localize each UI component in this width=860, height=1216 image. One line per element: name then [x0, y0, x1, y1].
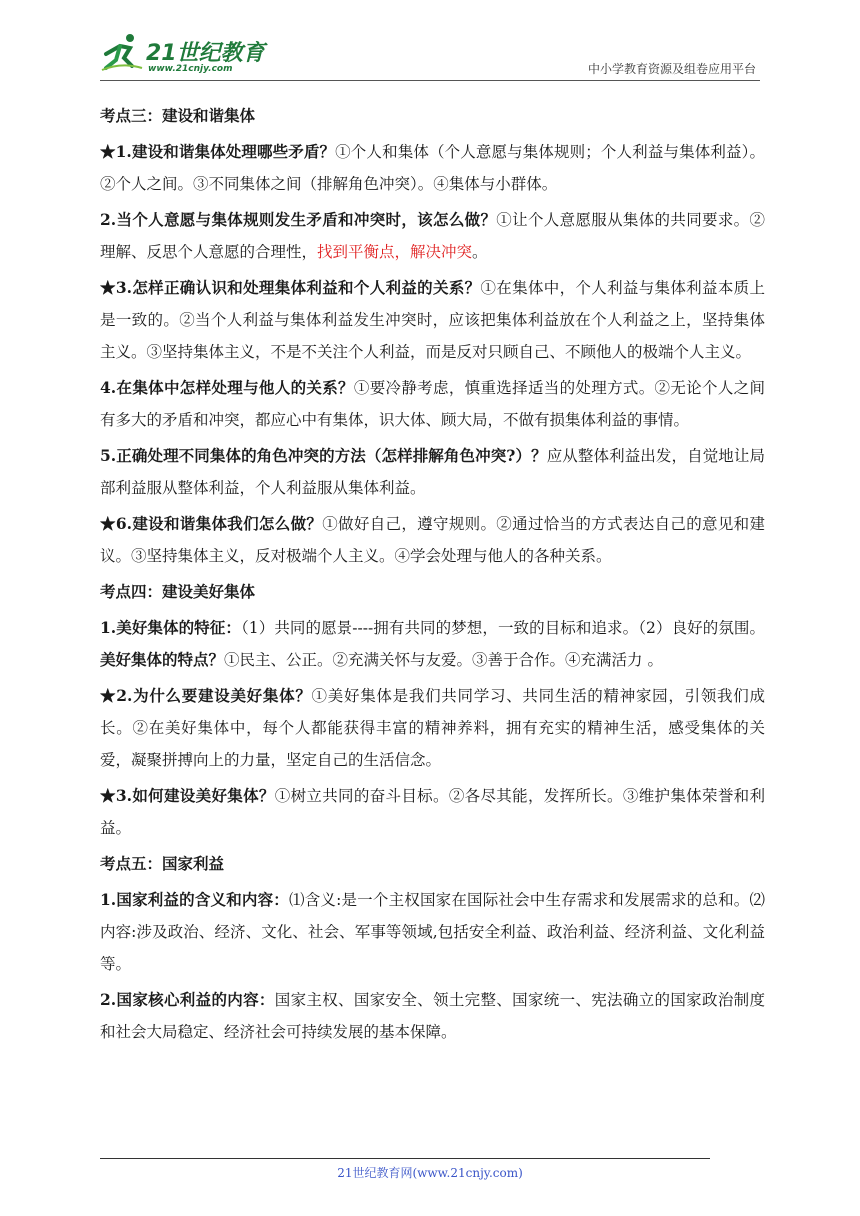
- answer-end: 。: [472, 243, 488, 261]
- answer: ①做好自己，遵守规则。②通过恰当的方式表达自己的意见和建议。③坚持集体主义，反对极端个人主义。④学会处理与他人的各种关系。: [100, 515, 765, 565]
- paragraph: [100, 884, 765, 980]
- question: 2.当个人意愿与集体规则发生矛盾和冲突时，该怎么做？: [100, 210, 497, 229]
- question: 1.国家利益的含义和内容：: [100, 890, 289, 909]
- answer: 国家主权、国家安全、领土完整、国家统一、宪法确立的国家政治制度和社会大局稳定、经济社会可持续发展的基本保障。: [100, 991, 765, 1041]
- question: ★6.建设和谐集体我们怎么做？: [100, 514, 323, 533]
- question: 美好集体的特点？: [100, 650, 225, 669]
- answer: 应从整体利益出发，自觉地让局部利益服从整体利益，个人利益服从集体利益。: [100, 447, 765, 497]
- answer: （1）共同的愿景----拥有共同的梦想，一致的目标和追求。（2）良好的氛围。: [240, 619, 765, 637]
- paragraph: [100, 372, 765, 436]
- question: ★3.如何建设美好集体？: [100, 786, 275, 805]
- answer: ①个人和集体（个人意愿与集体规则；个人利益与集体利益）。②个人之间。③不同集体之间（排解角色冲突）。④集体与小群体。: [100, 143, 765, 193]
- logo-url: www.21cnjy.com: [148, 64, 233, 74]
- highlighted-answer: 找到平衡点，解决冲突: [317, 243, 473, 261]
- header-divider: [100, 80, 760, 81]
- logo: [100, 28, 270, 78]
- paragraph: [100, 680, 765, 776]
- paragraph: [100, 204, 765, 268]
- answer: ①树立共同的奋斗目标。②各尽其能，发挥所长。③维护集体荣誉和利益。: [100, 787, 765, 837]
- answer: ①美好集体是我们共同学习、共同生活的精神家园，引领我们成长。②在美好集体中，每个人都能获得丰富的精神养料，拥有充实的精神生活，感受集体的关爱，凝聚拼搏向上的力量，坚定自己的生活信念。: [100, 687, 765, 769]
- paragraph: [100, 508, 765, 572]
- question: 5.正确处理不同集体的角色冲突的方法（怎样排解角色冲突?）？: [100, 446, 547, 465]
- question: 2.国家核心利益的内容：: [100, 990, 275, 1009]
- page-header: [100, 28, 760, 82]
- platform-title: 中小学教育资源及组卷应用平台: [587, 62, 756, 76]
- logo-text: 21世纪教育: [146, 41, 265, 66]
- runner-icon: [100, 32, 144, 72]
- question: 1.美好集体的特征：: [100, 618, 241, 637]
- question: 4.在集体中怎样处理与他人的关系？: [100, 378, 354, 397]
- paragraph: [100, 136, 765, 200]
- footer-divider: [100, 1158, 710, 1159]
- footer-link[interactable]: 21世纪教育网(www.21cnjy.com): [337, 1166, 523, 1180]
- section-heading: 考点五：国家利益: [100, 854, 225, 873]
- question: ★3.怎样正确认识和处理集体利益和个人利益的关系？: [100, 278, 481, 297]
- paragraph: [100, 984, 765, 1048]
- document-body: [100, 100, 765, 1052]
- paragraph: [100, 272, 765, 368]
- paragraph: [100, 612, 765, 676]
- question: ★2.为什么要建设美好集体？: [100, 686, 312, 705]
- question: ★1.建设和谐集体处理哪些矛盾？: [100, 142, 336, 161]
- section-heading: 考点三：建设和谐集体: [100, 106, 256, 125]
- answer: ⑴含义:是一个主权国家在国际社会中生存需求和发展需求的总和。⑵内容:涉及政治、经济、文化、社会、军事等领域,包括安全利益、政治利益、经济利益、文化利益等。: [100, 891, 765, 973]
- answer: ①要冷静考虑，慎重选择适当的处理方式。②无论个人之间有多大的矛盾和冲突，都应心中有集体，识大体、顾大局，不做有损集体利益的事情。: [100, 379, 765, 429]
- answer: ①在集体中，个人利益与集体利益本质上是一致的。②当个人利益与集体利益发生冲突时，应该把集体利益放在个人利益之上，坚持集体主义。③坚持集体主义，不是不关注个人利益，而是反对只顾自己、不顾他人的极端个人主义。: [100, 279, 765, 361]
- section-heading: 考点四：建设美好集体: [100, 582, 256, 601]
- paragraph: [100, 780, 765, 844]
- answer: ①让个人意愿服从集体的共同要求。②理解、反思个人意愿的合理性，: [100, 211, 765, 261]
- paragraph: [100, 440, 765, 504]
- answer: ①民主、公正。②充满关怀与友爱。③善于合作。④充满活力 。: [224, 651, 663, 669]
